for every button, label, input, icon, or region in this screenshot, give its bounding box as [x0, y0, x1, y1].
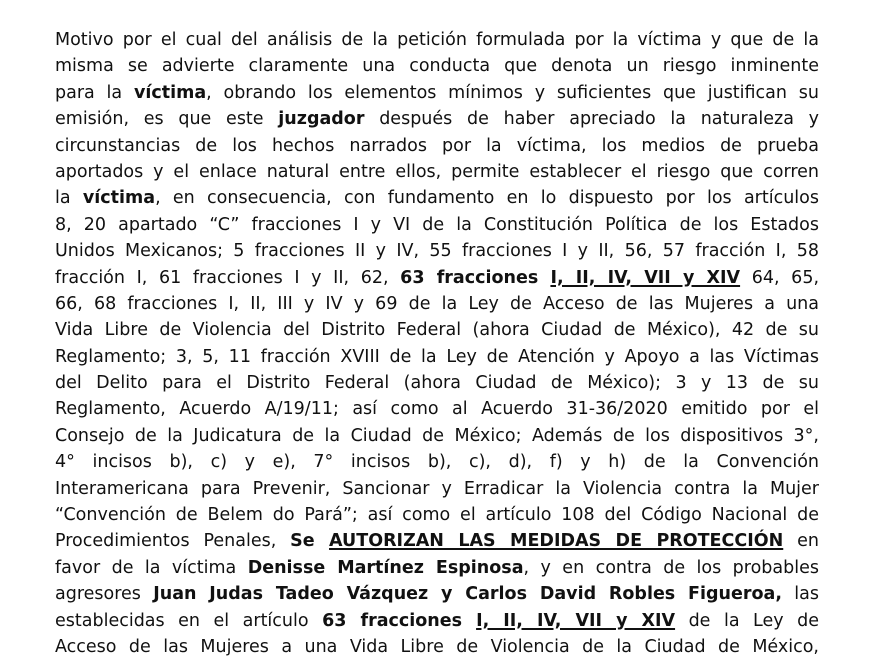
- text-line: [55, 370, 819, 396]
- text-segment: 4° incisos b), c) y e), 7° incisos b), c), d), f) y h) de la Convención: [55, 452, 819, 473]
- text-segment: Interamericana para Prevenir, Sancionar y Erradicar la Violencia contra la Mujer: [55, 478, 819, 499]
- text-line: [55, 238, 819, 264]
- bold-text: Denisse Martínez Espinosa: [247, 557, 524, 578]
- text-segment: , obrando los elementos mínimos y suficientes que justifican su: [206, 82, 820, 103]
- text-line: [55, 476, 819, 502]
- text-segment: establecidas en el artículo: [55, 610, 323, 631]
- text-line: [55, 212, 819, 238]
- text-segment: aportados y el enlace natural entre ellos, permite establecer el riesgo que corren: [55, 161, 819, 182]
- bold-text: 63 fracciones: [322, 610, 477, 631]
- text-line: [55, 106, 819, 132]
- text-line: [55, 185, 819, 211]
- text-line: [55, 27, 819, 53]
- text-segment: de la Ley de: [675, 610, 819, 631]
- text-segment: 66, 68 fracciones I, II, III y IV y 69 de la Ley de Acceso de las Mujeres a una: [55, 293, 819, 314]
- text-line: [55, 423, 819, 449]
- text-segment: “Convención de Belem do Pará”; así como el artículo 108 del Código Nacional de: [55, 505, 819, 526]
- text-segment: Reglamento; 3, 5, 11 fracción XVIII de la Ley de Atención y Apoyo a las Víctimas: [55, 346, 819, 367]
- text-line: [55, 608, 819, 634]
- text-segment: Motivo por el cual del análisis de la petición formulada por la víctima y que de la: [55, 30, 819, 50]
- text-segment: para la: [55, 82, 134, 103]
- text-segment: , en consecuencia, con fundamento en lo dispuesto por los artículos: [155, 188, 819, 209]
- text-line: [55, 502, 819, 528]
- text-segment: emisión, es que este: [55, 109, 279, 130]
- text-line: [55, 291, 819, 317]
- text-line: [55, 133, 819, 159]
- text-segment: Procedimientos Penales,: [55, 531, 291, 552]
- underlined-text: AUTORIZAN LAS MEDIDAS DE PROTECCIÓN: [329, 531, 784, 552]
- text-segment: las: [781, 584, 819, 605]
- text-segment: Consejo de la Judicatura de la Ciudad de México; Además de los dispositivos 3°,: [55, 425, 819, 446]
- text-segment: circunstancias de los hechos narrados por la víctima, los medios de prueba: [55, 135, 819, 156]
- text-line: [55, 265, 819, 291]
- text-segment: favor de la víctima: [55, 557, 248, 578]
- bold-text: Se: [290, 531, 330, 552]
- text-line: [55, 396, 819, 422]
- text-line: [55, 80, 819, 106]
- text-segment: agresores: [55, 584, 154, 605]
- text-line: [55, 634, 819, 660]
- text-segment: en: [783, 531, 819, 552]
- text-segment: después de haber apreciado la naturaleza y: [364, 109, 819, 130]
- body-paragraph: [55, 27, 819, 660]
- text-segment: Acceso de las Mujeres a una Vida Libre de Violencia de la Ciudad de México,: [55, 636, 819, 657]
- text-line: [55, 528, 819, 554]
- text-segment: 64, 65,: [740, 267, 820, 288]
- text-line: [55, 53, 819, 79]
- text-line: [55, 449, 819, 475]
- text-segment: , y en contra de los probables: [523, 557, 819, 578]
- text-line: [55, 555, 819, 581]
- text-segment: Reglamento, Acuerdo A/19/11; así como al Acuerdo 31-36/2020 emitido por el: [55, 399, 819, 420]
- bold-text: Juan Judas Tadeo Vázquez y Carlos David Robles Figueroa,: [153, 584, 782, 605]
- text-line: [55, 159, 819, 185]
- underlined-text: I, II, IV, VII y XIV: [476, 610, 676, 631]
- text-segment: Unidos Mexicanos; 5 fracciones II y IV, 55 fracciones I y II, 56, 57 fracción I, 58: [55, 241, 819, 262]
- text-line: [55, 581, 819, 607]
- bold-text: víctima: [82, 188, 156, 209]
- text-segment: fracción I, 61 fracciones I y II, 62,: [55, 267, 401, 288]
- text-segment: misma se advierte claramente una conducta que denota un riesgo inminente: [55, 56, 819, 77]
- bold-text: juzgador: [278, 109, 365, 130]
- text-segment: la: [55, 188, 83, 209]
- underlined-text: I, II, IV, VII y XIV: [550, 267, 741, 288]
- text-line: [55, 344, 819, 370]
- text-line: [55, 317, 819, 343]
- text-segment: 8, 20 apartado “C” fracciones I y VI de la Constitución Política de los Estados: [55, 214, 819, 235]
- text-segment: Vida Libre de Violencia del Distrito Federal (ahora Ciudad de México), 42 de su: [55, 320, 819, 341]
- bold-text: 63 fracciones: [400, 267, 551, 288]
- bold-text: víctima: [133, 82, 207, 103]
- text-segment: del Delito para el Distrito Federal (ahora Ciudad de México); 3 y 13 de su: [55, 373, 819, 394]
